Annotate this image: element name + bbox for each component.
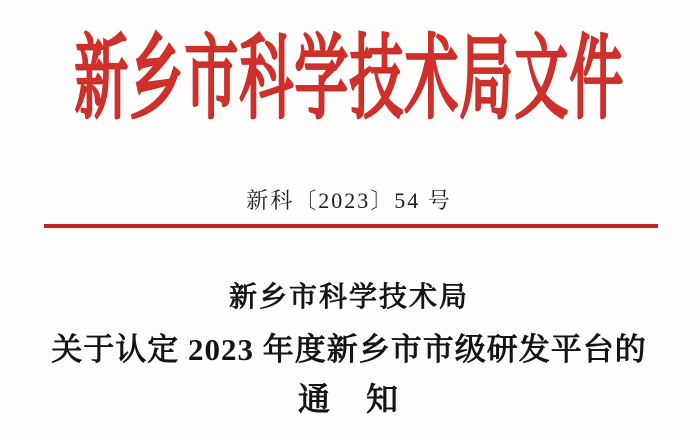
issuing-org-line: 新乡市科学技术局 xyxy=(228,282,469,313)
document-body xyxy=(0,284,698,415)
notice-title-line: 通 知 xyxy=(297,381,400,417)
subject-title-line: 关于认定 2023 年度新乡市市级研发平台的 xyxy=(51,332,647,367)
red-divider-line xyxy=(44,224,658,228)
document-masthead xyxy=(0,0,698,130)
document-number: 新科〔2023〕54 号 xyxy=(246,188,452,213)
masthead-title: 新乡市科学技术局文件 xyxy=(74,27,624,130)
